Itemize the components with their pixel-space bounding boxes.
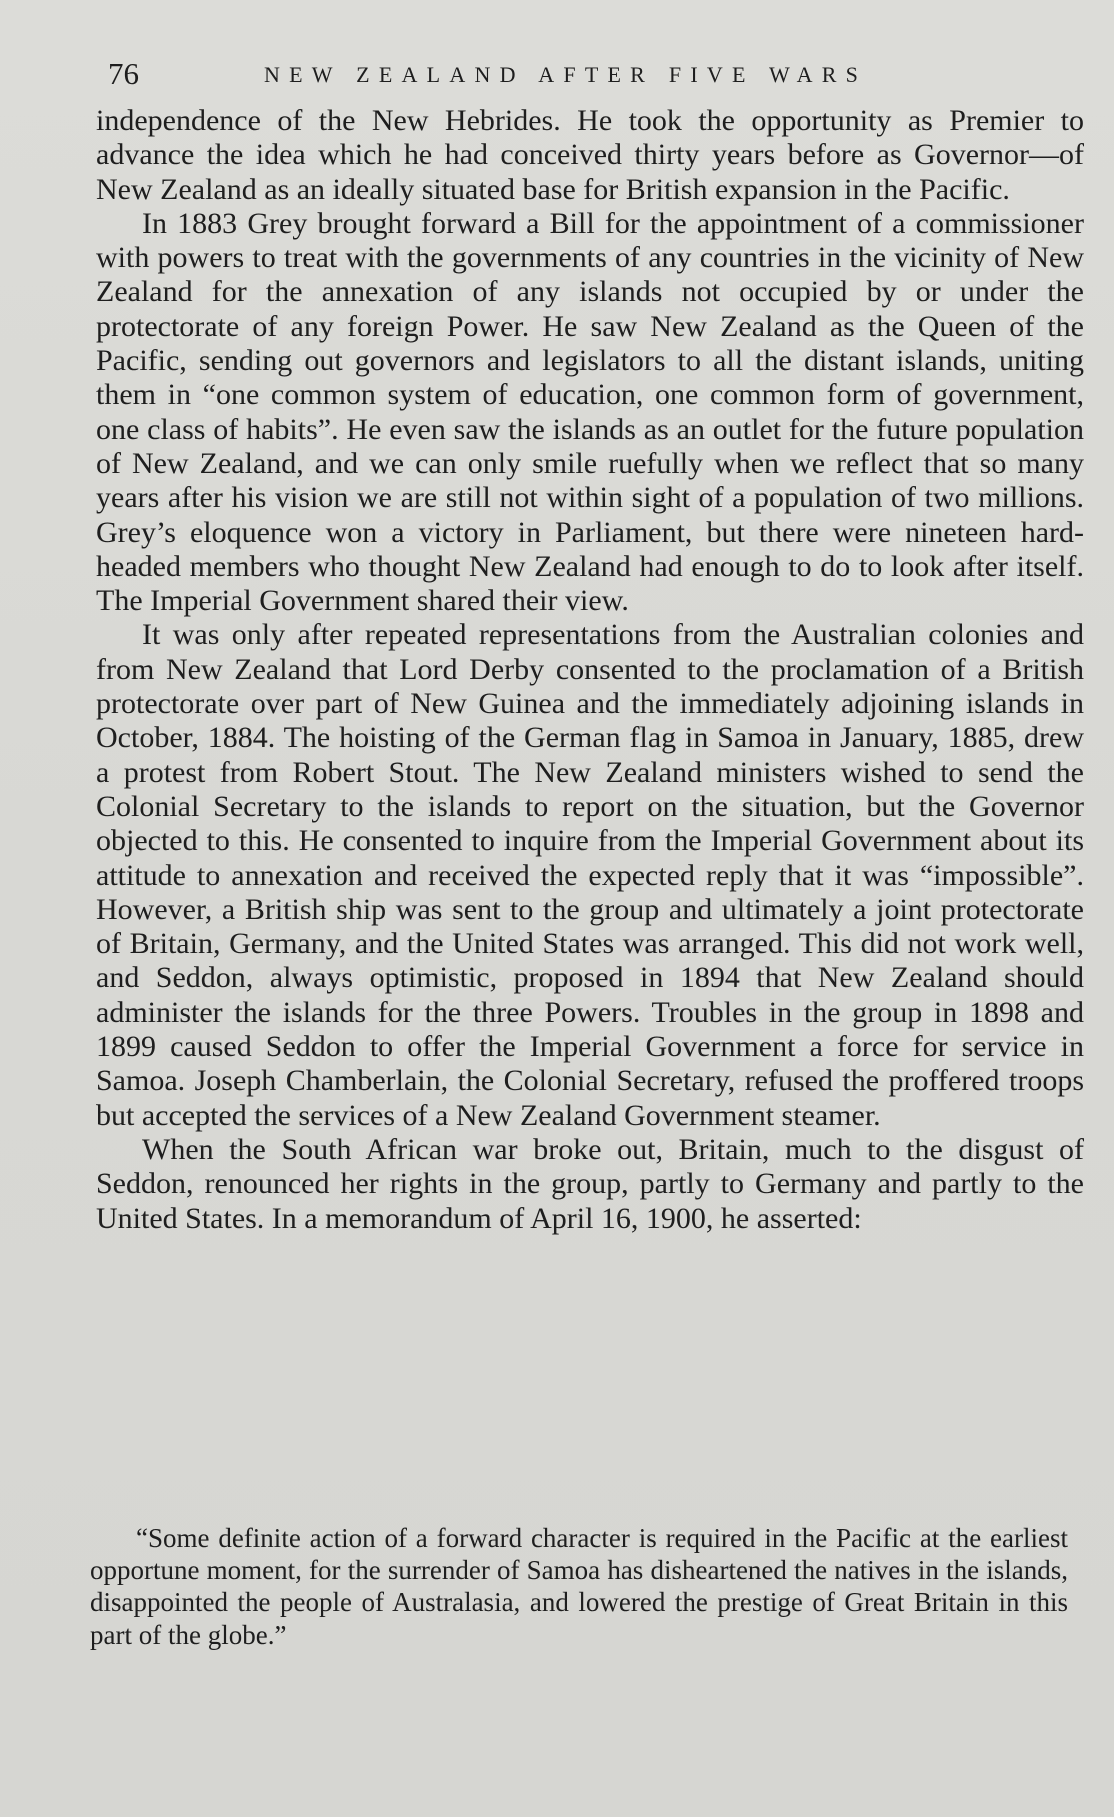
paragraph: In 1883 Grey brought forward a Bill for the appointment of a commissioner with powers to treat with the governments of any countries in the vicinity of New Zealand for the annexation of any islands not occupied by or under the protectorate of any foreign Power. He saw New Zealand as the Queen of the Pacific, sending out governors and legislators to all the distant islands, uniting them in “one common system of education, one common form of government, one class of habits”. He even saw the islands as an outlet for the future population of New Zealand, and we can only smile ruefully when we reflect that so many years after his vision we are still not within sight of a population of two millions. Grey’s eloquence won a victory in Parliament, but there were nineteen hard-headed members who thought New Zealand had enough to do to look after itself. The Imperial Government shared their view.	[96, 206, 1084, 618]
paragraph: It was only after repeated representations from the Australian colonies and from New Zealand that Lord Derby consented to the proclamation of a British protectorate over part of New Guinea and the immediately adjoining islands in October, 1884. The hoisting of the German flag in Samoa in January, 1885, drew a protest from Robert Stout. The New Zealand ministers wished to send the Colonial Secretary to the islands to report on the situation, but the Governor objected to this. He consented to inquire from the Imperial Government about its attitude to annexation and received the expected reply that it was “impossible”. However, a British ship was sent to the group and ultimately a joint protectorate of Britain, Germany, and the United States was arranged. This did not work well, and Seddon, always optimistic, proposed in 1894 that New Zealand should administer the islands for the three Powers. Troubles in the group in 1898 and 1899 caused Seddon to offer the Imperial Government a force for service in Samoa. Joseph Chamberlain, the Colonial Secretary, refused the proffered troops but accepted the services of a New Zealand Government steamer.	[96, 618, 1084, 1132]
running-head	[108, 56, 1078, 92]
paragraph: independence of the New Hebrides. He took the opportunity as Premier to advance the idea which he had conceived thirty years before as Governor—of New Zealand as an ideally situated base for British expansion in the Pacific.	[96, 104, 1084, 206]
body-text	[96, 104, 1084, 1236]
block-quote	[90, 1522, 1068, 1651]
paragraph: When the South African war broke out, Britain, much to the disgust of Seddon, renounced her rights in the group, partly to Germany and partly to the United States. In a memorandum of April 16, 1900, he asserted:	[96, 1132, 1084, 1235]
running-title: NEW ZEALAND AFTER FIVE WARS	[264, 62, 868, 87]
page-number: 76	[108, 56, 139, 91]
quote-text: “Some definite action of a forward character is required in the Pacific at the earliest opportune moment, for the surrender of Samoa has disheartened the natives in the islands, disappointed the people of Australasia, and lowered the prestige of Great Britain in this part of the globe.”	[90, 1523, 1068, 1650]
